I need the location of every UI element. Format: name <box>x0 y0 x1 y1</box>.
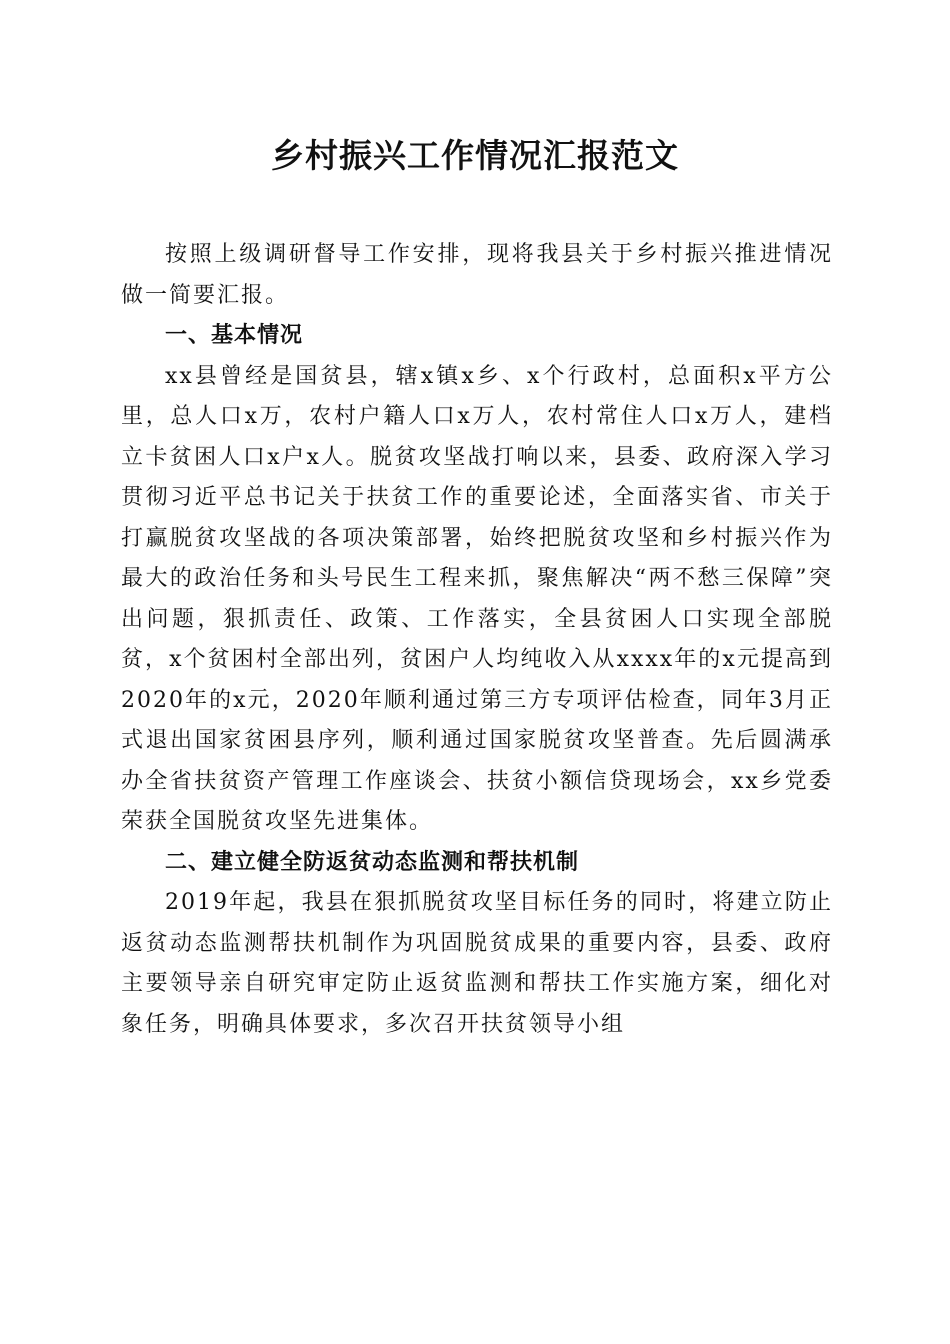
section-paragraph-basic-situation: xx县曾经是国贫县，辖x镇x乡、x个行政村，总面积x平方公里，总人口x万，农村户籍人口x万人，农村常住人口x万人，建档立卡贫困人口x户x人。脱贫攻坚战打响以来，县委、政府深入学习贯彻习近平总书记关于扶贫工作的重要论述，全面落实省、市关于打赢脱贫攻坚战的各项决策部署，始终把脱贫攻坚和乡村振兴作为最大的政治任务和头号民生工程来抓，聚焦解决“两不愁三保障”突出问题，狠抓责任、政策、工作落实，全县贫困人口实现全部脱贫，x个贫困村全部出列，贫困户人均纯收入从xxxx年的x元提高到2020年的x元，2020年顺利通过第三方专项评估检查，同年3月正式退出国家贫困县序列，顺利通过国家脱贫攻坚普查。先后圆满承办全省扶贫资产管理工作座谈会、扶贫小额信贷现场会，xx乡党委荣获全国脱贫攻坚先进集体。 <box>121 363 833 834</box>
section-heading-monitoring-mechanism: 二、建立健全防返贫动态监测和帮扶机制 <box>165 849 580 875</box>
intro-paragraph: 按照上级调研督导工作安排，现将我县关于乡村振兴推进情况做一简要汇报。 <box>121 242 833 308</box>
section-paragraph-monitoring-mechanism: 2019年起，我县在狠抓脱贫攻坚目标任务的同时，将建立防止返贫动态监测帮扶机制作为巩固脱贫成果的重要内容，县委、政府主要领导亲自研究审定防止返贫监测和帮扶工作实施方案，细化对象任务，明确具体要求，多次召开扶贫领导小组 <box>121 890 833 1037</box>
section-heading-basic-situation: 一、基本情况 <box>165 323 304 348</box>
document-title: 乡村振兴工作情况汇报范文 <box>271 136 679 175</box>
document-body <box>121 235 833 1045</box>
